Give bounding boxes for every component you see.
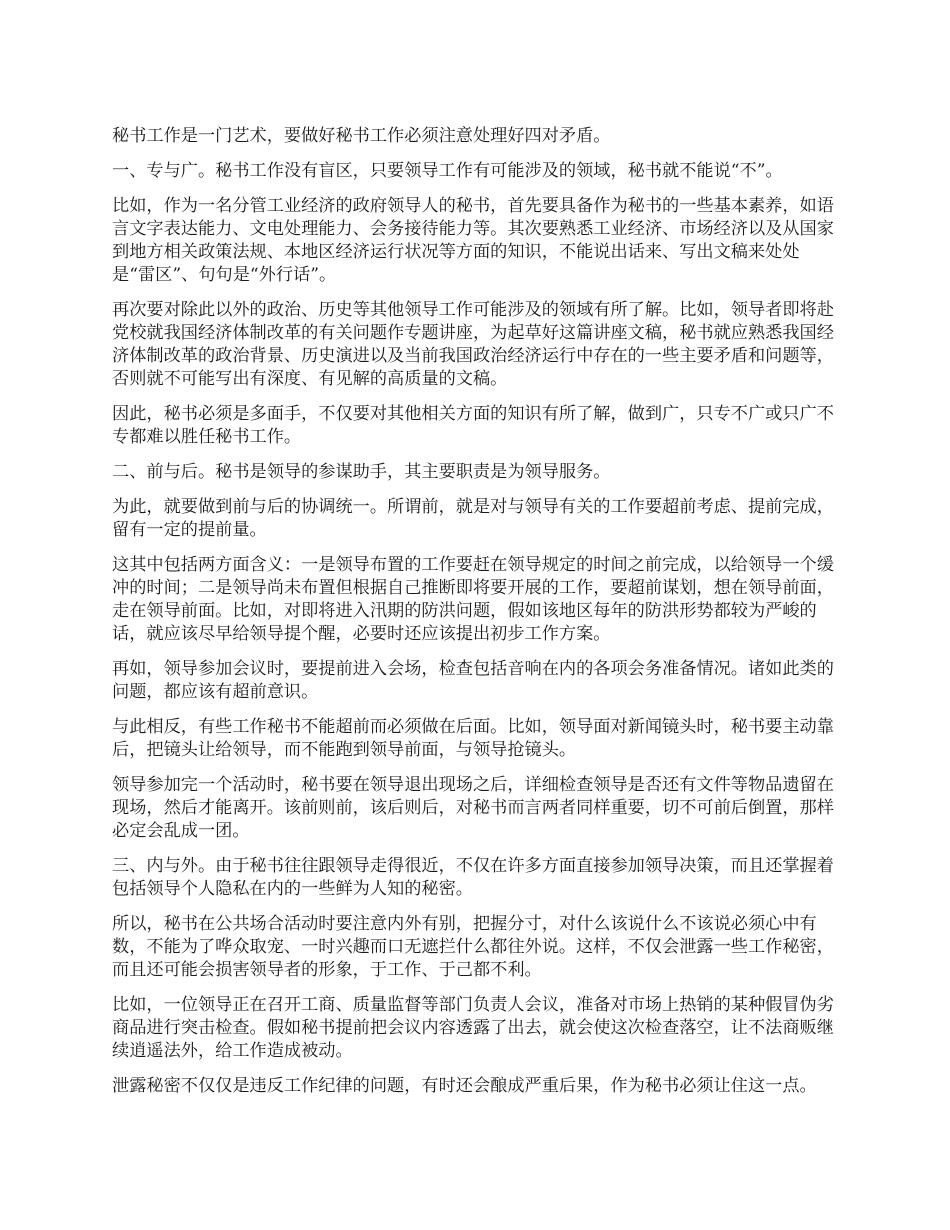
body-paragraph: 再次要对除此以外的政治、历史等其他领导工作可能涉及的领域有所了解。比如，领导者即将赴党校就我国经济体制改革的有关问题作专题讲座，为起草好这篇讲座文稿，秘书就应熟悉我国经济体制改革的政治背景、历史演进以及当前我国政治经济运行中存在的一些主要矛盾和问题等，否则就不可能写出有深度、有见解的高质量的文稿。	[112, 300, 834, 389]
body-paragraph: 领导参加完一个活动时，秘书要在领导退出现场之后，详细检查领导是否还有文件等物品遗留在现场，然后才能离开。该前则前，该后则后，对秘书而言两者同样重要，切不可前后倒置，那样必定会乱成一团。	[112, 775, 834, 841]
body-paragraph: 比如，一位领导正在召开工商、质量监督等部门负责人会议，准备对市场上热销的某种假冒伪劣商品进行突击检查。假如秘书提前把会议内容透露了出去，就会使这次检查落空，让不法商贩继续逍遥法外，给工作造成被动。	[112, 995, 834, 1061]
body-paragraph: 因此，秘书必须是多面手，不仅要对其他相关方面的知识有所了解，做到广，只专不广或只广不专都难以胜任秘书工作。	[112, 404, 834, 447]
section-one-heading-paragraph: 一、专与广。秘书工作没有盲区，只要领导工作有可能涉及的领域，秘书就不能说“不”。	[112, 161, 783, 181]
section-two-heading-paragraph: 二、前与后。秘书是领导的参谋助手，其主要职责是为领导服务。	[112, 462, 611, 482]
body-paragraph: 所以，秘书在公共场合活动时要注意内外有别，把握分寸，对什么该说什么不该说必须心中有数，不能为了哗众取宠、一时兴趣而口无遮拦什么都往外说。这样，不仅会泄露一些工作秘密，而且还可能会损害领导者的形象，于工作、于己都不利。	[112, 914, 834, 980]
document-body	[112, 125, 840, 1110]
body-paragraph: 再如，领导参加会议时，要提前进入会场，检查包括音响在内的各项会务准备情况。诸如此类的问题，都应该有超前意识。	[112, 659, 834, 702]
closing-paragraph: 泄露秘密不仅仅是违反工作纪律的问题，有时还会酿成严重后果，作为秘书必须让住这一点。	[112, 1076, 817, 1096]
body-paragraph: 与此相反，有些工作秘书不能超前而必须做在后面。比如，领导面对新闻镜头时，秘书要主动靠后，把镜头让给领导，而不能跑到领导前面，与领导抢镜头。	[112, 717, 834, 760]
body-paragraph: 比如，作为一名分管工业经济的政府领导人的秘书，首先要具备作为秘书的一些基本素养，如语言文字表达能力、文电处理能力、会务接待能力等。其次要熟悉工业经济、市场经济以及从国家到地方相关政策法规、本地区经济运行状况等方面的知识，不能说出话来、写出文稿来处处是“雷区”、句句是“外行话”。	[112, 196, 834, 285]
body-paragraph: 为此，就要做到前与后的协调统一。所谓前，就是对与领导有关的工作要超前考虑、提前完成，留有一定的提前量。	[112, 497, 834, 540]
section-three-heading-paragraph: 三、内与外。由于秘书往往跟领导走得很近，不仅在许多方面直接参加领导决策，而且还掌握着包括领导个人隐私在内的一些鲜为人知的秘密。	[112, 856, 834, 899]
intro-paragraph: 秘书工作是一门艺术，要做好秘书工作必须注意处理好四对矛盾。	[112, 126, 611, 146]
body-paragraph: 这其中包括两方面含义：一是领导布置的工作要赶在领导规定的时间之前完成，以给领导一个缓冲的时间；二是领导尚未布置但根据自己推断即将要开展的工作，要超前谋划，想在领导前面，走在领导前面。比如，对即将进入汛期的防洪问题，假如该地区每年的防洪形势都较为严峻的话，就应该尽早给领导提个醒，必要时还应该提出初步工作方案。	[112, 555, 834, 644]
